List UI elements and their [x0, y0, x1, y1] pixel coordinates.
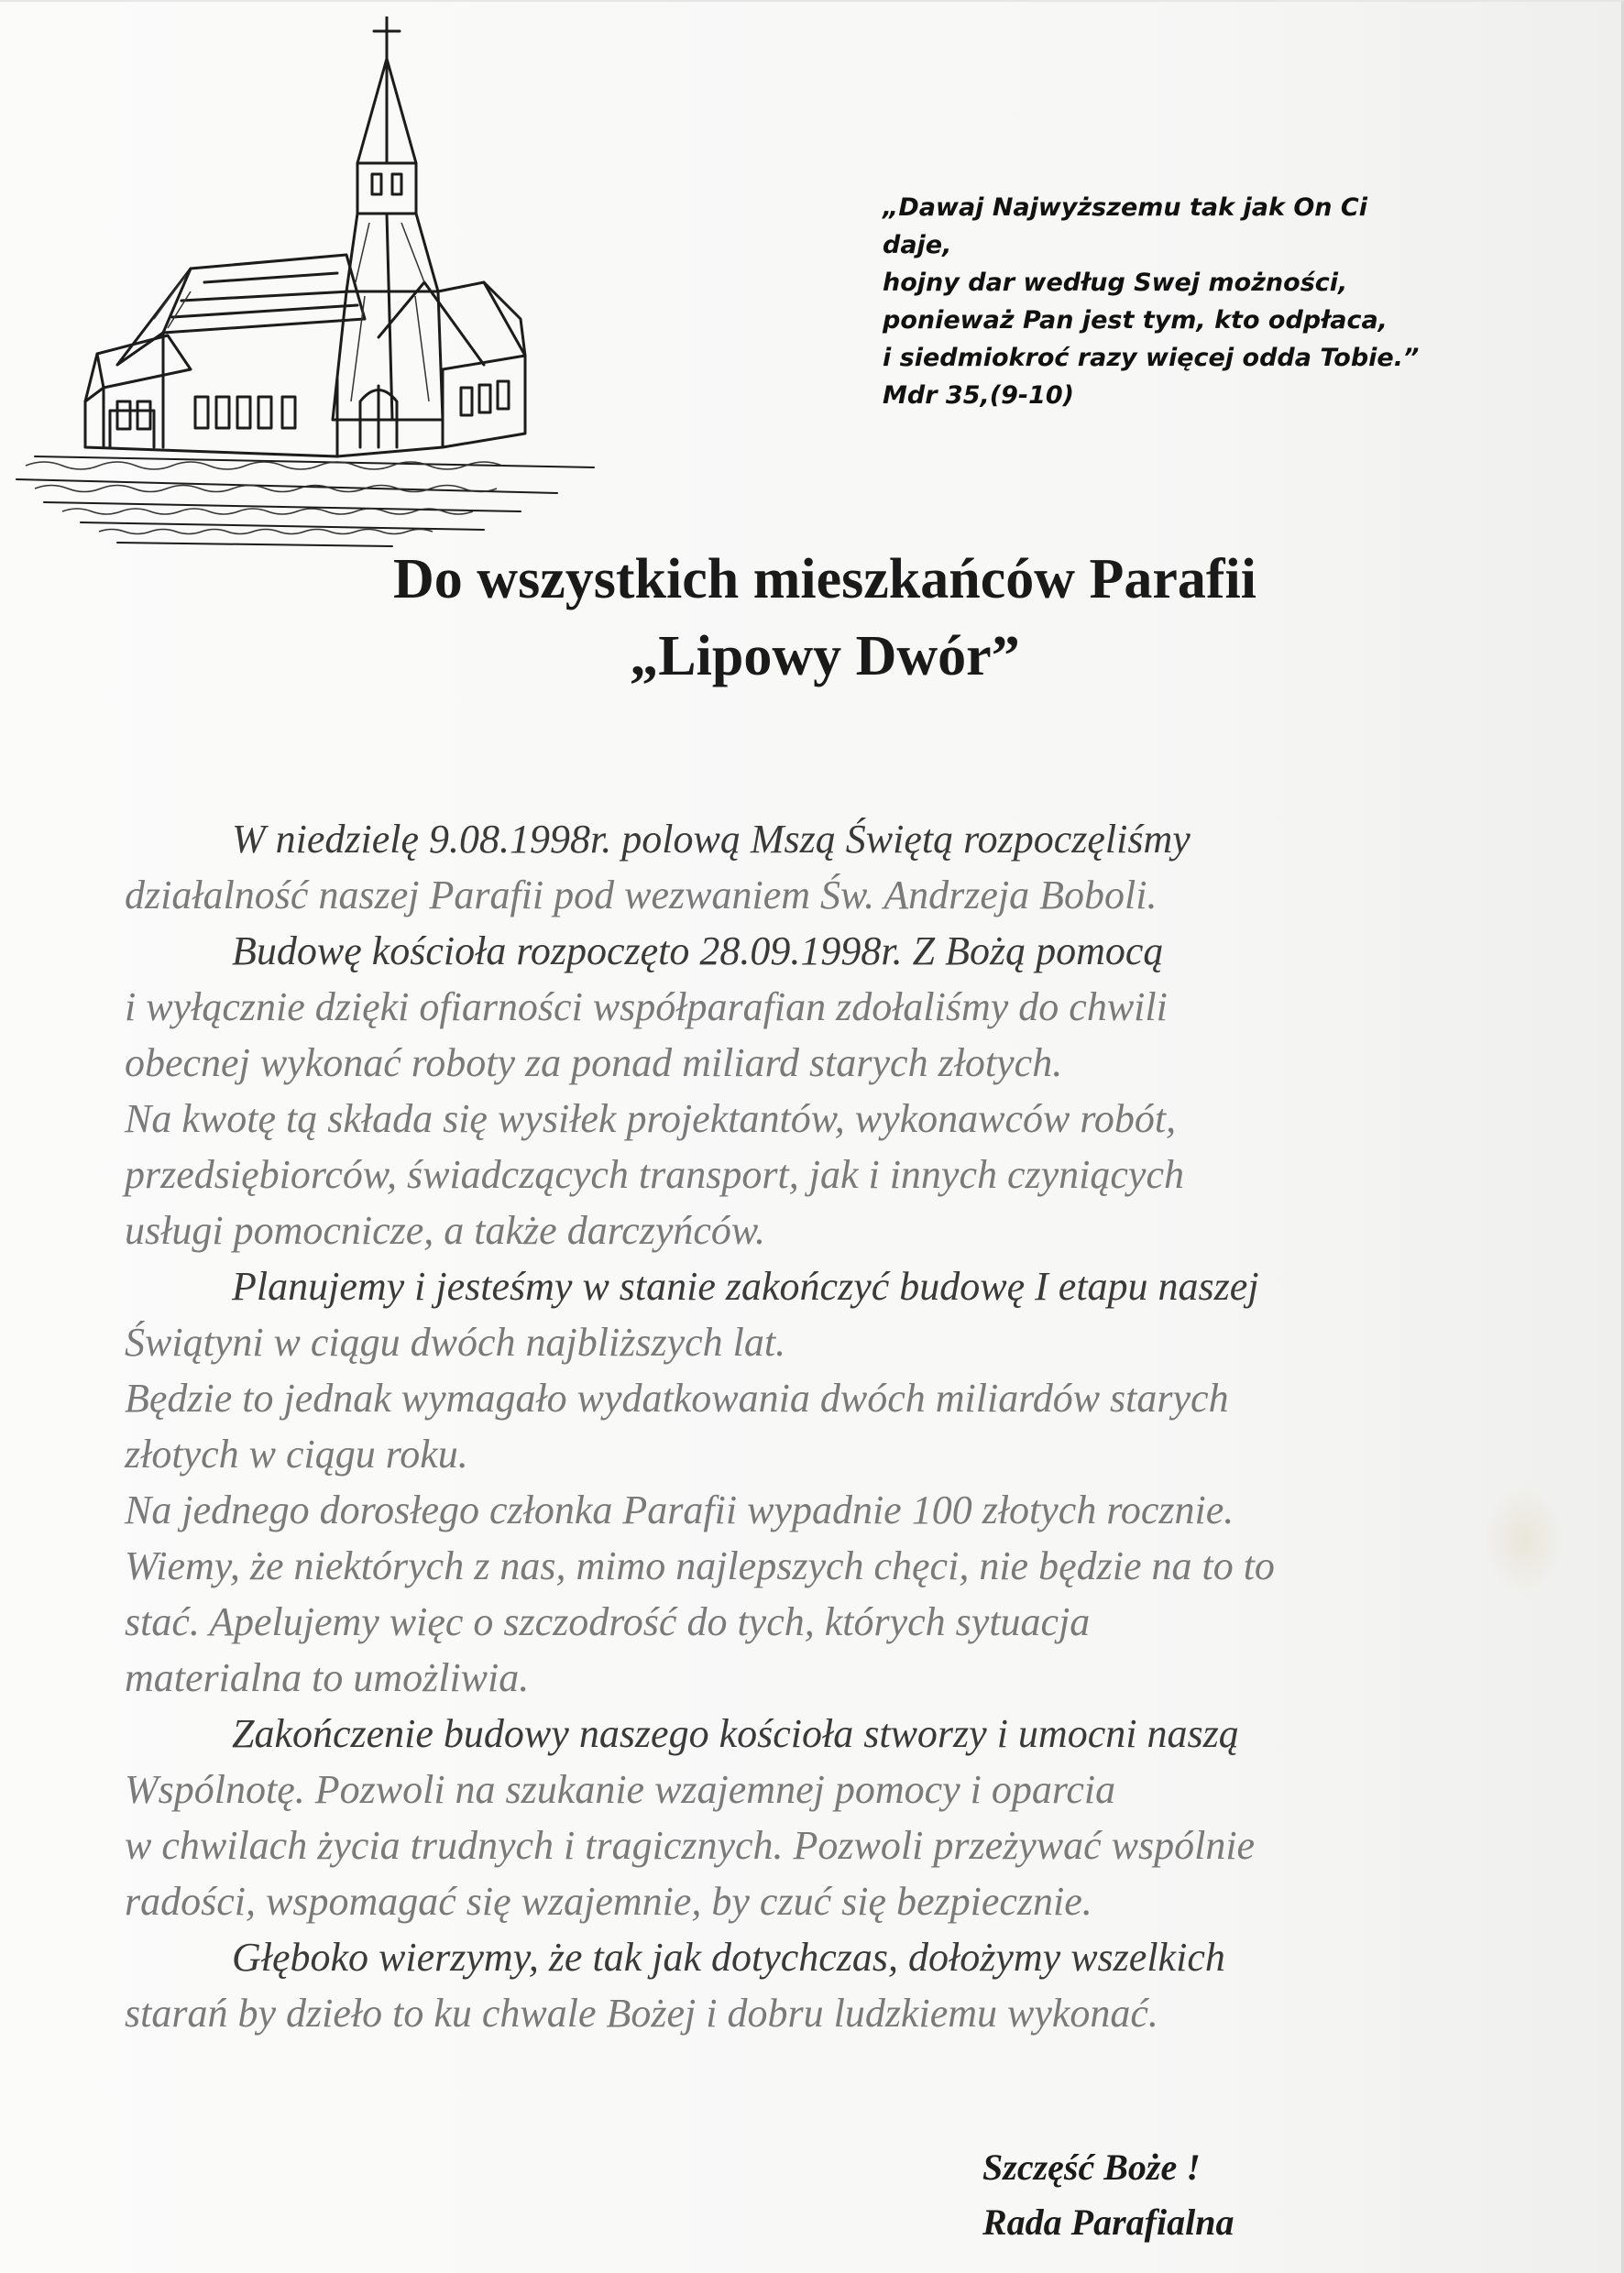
body-line: Na jednego dorosłego członka Parafii wypadnie 100 złotych rocznie. — [125, 1488, 1234, 1532]
body-line: radości, wspomagać się wzajemnie, by czuć się bezpiecznie. — [125, 1879, 1092, 1924]
quote-line: hojny dar według Swej możności, — [883, 269, 1348, 297]
body-line: stać. Apelujemy więc o szczodrość do tych, których sytuacja — [125, 1599, 1091, 1644]
closing-signature: Rada Parafialna — [982, 2202, 1234, 2243]
body-line: Świątyni w ciągu dwóch najbliższych lat. — [125, 1320, 786, 1365]
body-line: złotych w ciągu roku. — [125, 1432, 468, 1477]
quote-line: daje, — [883, 231, 952, 259]
title-line-2: „Lipowy Dwór” — [630, 625, 1020, 687]
body-line: W niedzielę 9.08.1998r. polową Mszą Świętą rozpoczęliśmy — [232, 817, 1191, 862]
body-line: działalność naszej Parafii pod wezwaniem Św. Andrzeja Boboli. — [125, 873, 1158, 917]
body-line: Budowę kościoła rozpoczęto 28.09.1998r. Z Bożą pomocą — [232, 928, 1164, 973]
body-line: w chwilach życia trudnych i tragicznych. Pozwoli przeżywać wspólnie — [125, 1823, 1256, 1868]
body-line: przedsiębiorców, świadczących transport, jak i innych czyniących — [125, 1152, 1184, 1197]
title-line-1: Do wszystkich mieszkańców Parafii — [393, 548, 1256, 610]
closing-block — [982, 2140, 1234, 2250]
body-line: materialna to umożliwia. — [125, 1655, 530, 1700]
closing-greeting: Szczęść Boże ! — [982, 2147, 1201, 2188]
body-line: i wyłącznie dzięki ofiarności współparafian zdołaliśmy do chwili — [125, 984, 1168, 1029]
body-line: Będzie to jednak wymagało wydatkowania dwóch miliardów starych — [125, 1376, 1229, 1421]
body-line: Wiemy, że niektórych z nas, mimo najlepszych chęci, nie będzie na to to — [125, 1543, 1275, 1588]
quote-reference: Mdr 35,(9-10) — [883, 381, 1074, 410]
body-line: Wspólnotę. Pozwoli na szukanie wzajemnej pomocy i oparcia — [125, 1767, 1116, 1812]
body-line: starań by dzieło to ku chwale Bożej i dobru ludzkiemu wykonać. — [125, 1991, 1158, 2036]
quote-line: i siedmiokroć razy więcej odda Tobie.” — [883, 344, 1420, 372]
body-line: Głęboko wierzymy, że tak jak dotychczas, dołożymy wszelkich — [232, 1935, 1225, 1980]
body-line: Zakończenie budowy naszego kościoła stworzy i umocni naszą — [232, 1711, 1239, 1756]
body-line: obecnej wykonać roboty za ponad miliard starych złotych. — [125, 1040, 1063, 1085]
quote-line: „Dawaj Najwyższemu tak jak On Ci — [883, 193, 1367, 222]
body-line: usługi pomocnicze, a także darczyńców. — [125, 1208, 765, 1253]
body-line: Na kwotę tą składa się wysiłek projektantów, wykonawców robót, — [125, 1096, 1177, 1141]
body-line: Planujemy i jesteśmy w stanie zakończyć budowę I etapu naszej — [232, 1264, 1259, 1309]
quote-line: ponieważ Pan jest tym, kto odpłaca, — [883, 306, 1388, 335]
